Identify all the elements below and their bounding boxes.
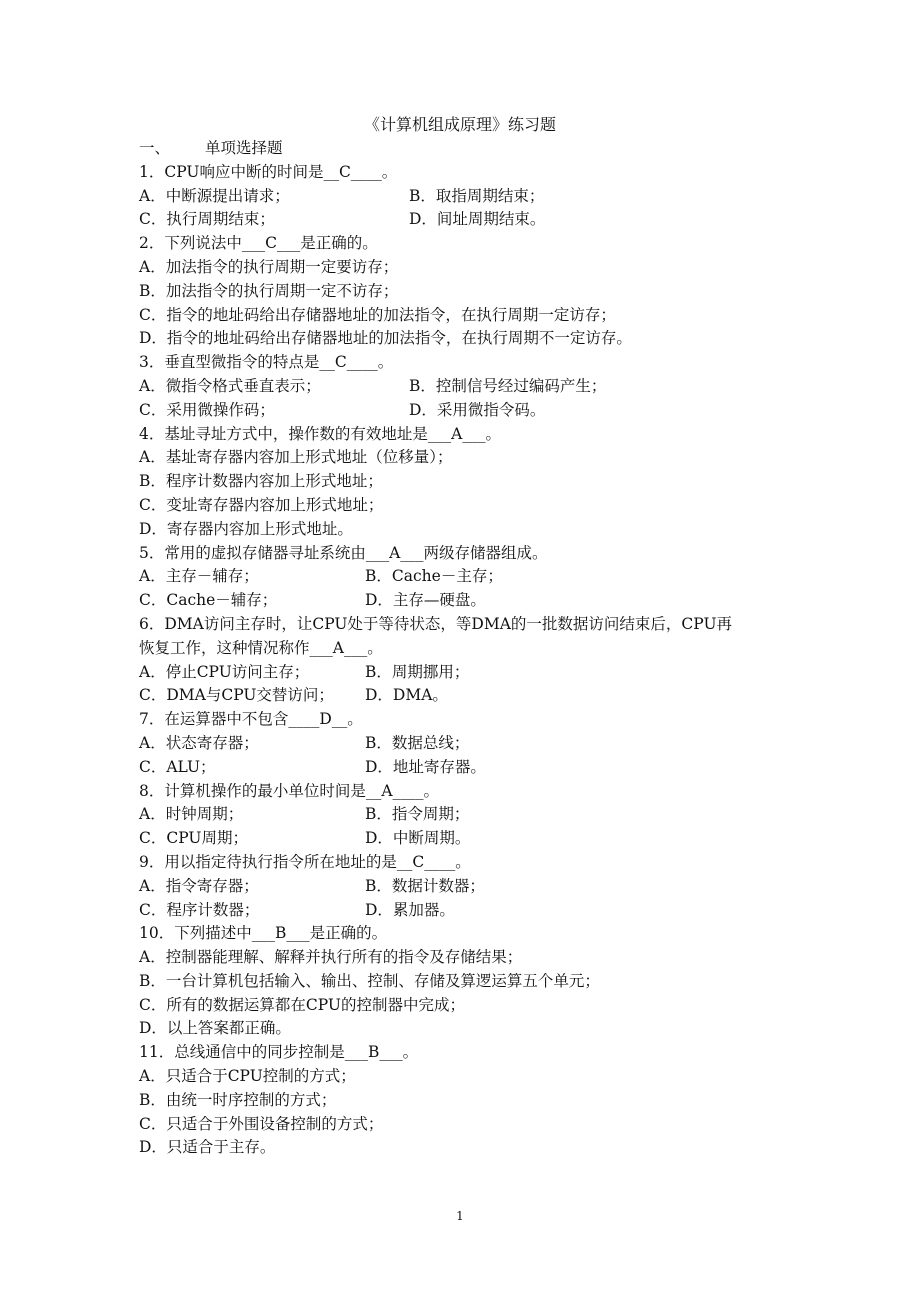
option-text: A．基址寄存器内容加上形式地址（位移量）； <box>139 448 453 467</box>
option-row <box>139 1113 799 1137</box>
option-text: A．时钟周期； <box>139 805 244 824</box>
option-text: A．只适合于CPU控制的方式； <box>139 1067 356 1086</box>
question-stem: 1．CPU响应中断的时间是__C____。 <box>139 162 398 181</box>
option-text: D．累加器。 <box>365 900 455 919</box>
option-row <box>139 280 799 304</box>
option-text: C．只适合于外围设备控制的方式； <box>139 1114 384 1133</box>
option-text: B．程序计数器内容加上形式地址； <box>139 472 383 491</box>
question-stem-continued: 恢复工作，这种情况称作___A___。 <box>139 638 383 657</box>
option-text: A．主存－辅存； <box>139 567 259 586</box>
option-row <box>139 827 799 851</box>
question-stem: 9．用以指定待执行指令所在地址的是__C____。 <box>139 852 471 871</box>
section-heading <box>139 137 799 161</box>
option-row <box>139 1017 799 1041</box>
option-row <box>139 256 799 280</box>
question-item <box>139 613 799 708</box>
question-stem: 3．垂直型微指令的特点是__C____。 <box>139 353 394 372</box>
option-row <box>139 399 799 423</box>
option-row <box>139 1089 799 1113</box>
option-text: D．以上答案都正确。 <box>139 1019 291 1038</box>
option-text: C．指令的地址码给出存储器地址的加法指令，在执行周期一定访存； <box>139 305 616 324</box>
option-text: D．主存—硬盘。 <box>365 591 486 610</box>
question-stem: 8．计算机操作的最小单位时间是__A____。 <box>139 781 440 800</box>
option-text: C．变址寄存器内容加上形式地址； <box>139 495 384 514</box>
option-row <box>139 684 799 708</box>
question-item <box>139 851 799 922</box>
option-text: C．执行周期结束； <box>139 210 275 229</box>
option-row <box>139 661 799 685</box>
option-row <box>139 208 799 232</box>
question-stem: 11．总线通信中的同步控制是___B___。 <box>139 1043 419 1062</box>
question-item <box>139 922 799 1041</box>
option-text: B．取指周期结束； <box>409 186 545 205</box>
question-item <box>139 780 799 851</box>
question-item <box>139 351 799 422</box>
option-text: B．由统一时序控制的方式； <box>139 1090 337 1109</box>
option-text: B．Cache－主存； <box>365 567 503 586</box>
option-text: D．寄存器内容加上形式地址。 <box>139 519 353 538</box>
option-text: B．数据总线； <box>365 733 470 752</box>
question-stem: 2．下列说法中___C___是正确的。 <box>139 234 378 253</box>
option-text: B．一台计算机包括输入、输出、控制、存储及算逻运算五个单元； <box>139 971 600 990</box>
option-row <box>139 970 799 994</box>
option-row <box>139 304 799 328</box>
question-stem: 10．下列描述中___B___是正确的。 <box>139 924 388 943</box>
option-text: C．CPU周期； <box>139 829 248 848</box>
questions <box>139 161 799 1160</box>
question-item <box>139 423 799 542</box>
option-text: D．采用微指令码。 <box>409 400 546 419</box>
option-row <box>139 1065 799 1089</box>
option-text: C．ALU； <box>139 757 216 776</box>
option-text: C．采用微操作码； <box>139 400 275 419</box>
option-text: B．控制信号经过编码产生； <box>409 376 607 395</box>
question-stem: 4．基址寻址方式中，操作数的有效地址是___A___。 <box>139 424 502 443</box>
option-text: B．周期挪用； <box>365 662 470 681</box>
option-row <box>139 994 799 1018</box>
option-text: A．停止CPU访问主存； <box>139 662 310 681</box>
section-number: 一、 <box>139 139 171 157</box>
option-text: D．DMA。 <box>365 686 448 705</box>
option-row <box>139 494 799 518</box>
option-text: C．Cache－辅存； <box>139 591 278 610</box>
question-list <box>139 137 799 1160</box>
option-text: A．微指令格式垂直表示； <box>139 376 321 395</box>
option-text: D．中断周期。 <box>365 829 471 848</box>
option-row <box>139 375 799 399</box>
option-text: C．DMA与CPU交替访问； <box>139 686 334 705</box>
option-row <box>139 185 799 209</box>
option-row <box>139 803 799 827</box>
option-row <box>139 875 799 899</box>
option-row <box>139 518 799 542</box>
option-row <box>139 470 799 494</box>
option-text: C．所有的数据运算都在CPU的控制器中完成； <box>139 995 465 1014</box>
option-text: A．中断源提出请求； <box>139 186 290 205</box>
option-text: D．地址寄存器。 <box>365 757 486 776</box>
option-row <box>139 446 799 470</box>
option-row <box>139 565 799 589</box>
question-item <box>139 542 799 613</box>
option-row <box>139 899 799 923</box>
section-title: 单项选择题 <box>205 139 283 157</box>
option-row <box>139 732 799 756</box>
question-item <box>139 708 799 779</box>
document-title: 《计算机组成原理》练习题 <box>363 115 556 134</box>
page-number: 1 <box>456 1209 464 1223</box>
option-row <box>139 756 799 780</box>
question-stem: 7．在运算器中不包含____D__。 <box>139 710 363 729</box>
option-row <box>139 589 799 613</box>
option-text: C．程序计数器； <box>139 900 260 919</box>
option-row <box>139 946 799 970</box>
question-stem: 6．DMA访问主存时，让CPU处于等待状态，等DMA的一批数据访问结束后，CPU再 <box>139 614 733 633</box>
option-text: A．指令寄存器； <box>139 876 259 895</box>
option-text: D．指令的地址码给出存储器地址的加法指令，在执行周期不一定访存。 <box>139 329 632 348</box>
question-item <box>139 1041 799 1160</box>
option-row <box>139 1136 799 1160</box>
option-text: B．数据计数器； <box>365 876 485 895</box>
option-text: D．只适合于主存。 <box>139 1138 276 1157</box>
option-text: B．加法指令的执行周期一定不访存； <box>139 281 399 300</box>
option-text: B．指令周期； <box>365 805 470 824</box>
question-stem: 5．常用的虚拟存储器寻址系统由___A___两级存储器组成。 <box>139 543 548 562</box>
option-text: A．控制器能理解、解释并执行所有的指令及存储结果； <box>139 948 523 967</box>
question-item <box>139 232 799 351</box>
option-row <box>139 327 799 351</box>
option-text: D．间址周期结束。 <box>409 210 546 229</box>
question-item <box>139 161 799 232</box>
option-text: A．状态寄存器； <box>139 733 259 752</box>
option-text: A．加法指令的执行周期一定要访存； <box>139 257 399 276</box>
